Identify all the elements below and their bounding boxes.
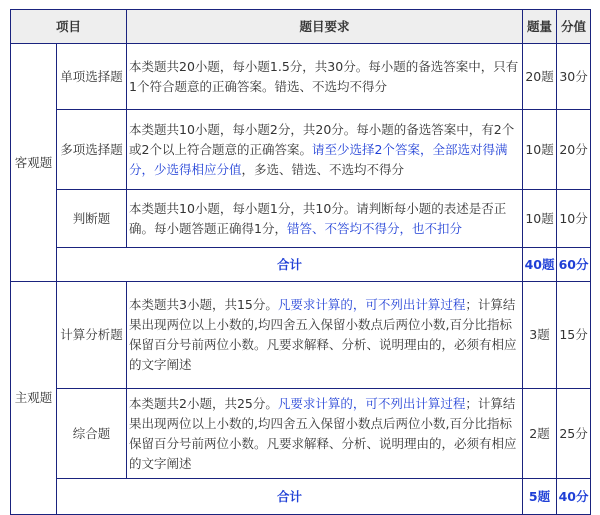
exam-structure-table-container	[10, 9, 591, 515]
requirement-text: 本类题共10小题，每小题1分，共10分。请判断每小题的表述是否正确。每小题答题正确得1分，	[129, 200, 507, 236]
header-score: 分值	[557, 10, 591, 44]
requirement-cell	[127, 389, 523, 479]
question-count: 3题	[523, 282, 557, 389]
question-type: 综合题	[57, 389, 127, 479]
requirement-highlight: 请至少选择2个答案，全部选对得满分，少选得相应分值	[129, 141, 508, 177]
question-score: 10分	[557, 190, 591, 248]
total-count: 40题	[523, 248, 557, 282]
question-type: 单项选择题	[57, 44, 127, 110]
requirement-cell	[127, 282, 523, 389]
total-count: 5题	[523, 479, 557, 515]
requirement-text: 本类题共10小题，每小题2分，共20分。每小题的备选答案中，有2个或2个以上符合题意的正确答案。	[129, 121, 515, 157]
question-count: 10题	[523, 110, 557, 190]
total-row	[11, 248, 591, 282]
requirement-cell	[127, 44, 523, 110]
requirement-highlight: 凡要求计算的，可不列出计算过程	[277, 395, 466, 411]
question-type: 计算分析题	[57, 282, 127, 389]
requirement-text: ；计算结果出现两位以上小数的,均四舍五入保留小数点后两位小数,百分比指标保留百分号前两位小数。凡要求解释、分析、说明理由的，必须有相应的文字阐述	[129, 297, 517, 372]
question-count: 2题	[523, 389, 557, 479]
question-type: 判断题	[57, 190, 127, 248]
category-objective: 客观题	[11, 44, 57, 282]
table-row	[11, 110, 591, 190]
question-score: 20分	[557, 110, 591, 190]
table-row	[11, 389, 591, 479]
total-row	[11, 479, 591, 515]
requirement-highlight: 凡要求计算的，可不列出计算过程	[277, 297, 466, 312]
total-score: 60分	[557, 248, 591, 282]
question-count: 20题	[523, 44, 557, 110]
header-item: 项目	[11, 10, 127, 44]
table-row	[11, 190, 591, 248]
category-subjective: 主观题	[11, 282, 57, 515]
requirement-text: 本类题共3小题，共15分。	[129, 297, 278, 312]
requirement-text: ，多选、错选、不选均不得分	[241, 161, 405, 177]
header-count: 题量	[523, 10, 557, 44]
exam-structure-table	[10, 9, 591, 515]
question-score: 15分	[557, 282, 591, 389]
total-score: 40分	[557, 479, 591, 515]
header-requirement: 题目要求	[127, 10, 523, 44]
question-type: 多项选择题	[57, 110, 127, 190]
table-row	[11, 44, 591, 110]
header-row	[11, 10, 591, 44]
requirement-cell	[127, 110, 523, 190]
requirement-text: 本类题共2小题，共25分。	[129, 395, 278, 411]
total-label: 合计	[57, 248, 523, 282]
total-label: 合计	[57, 479, 523, 515]
question-count: 10题	[523, 190, 557, 248]
question-score: 30分	[557, 44, 591, 110]
table-row	[11, 282, 591, 389]
requirement-cell	[127, 190, 523, 248]
requirement-highlight: 错答、不答均不得分，也不扣分	[286, 220, 462, 236]
requirement-text: ；计算结果出现两位以上小数的,均四舍五入保留小数点后两位小数,百分比指标保留百分号前两位小数。凡要求解释、分析、说明理由的，必须有相应的文字阐述	[129, 395, 517, 471]
question-score: 25分	[557, 389, 591, 479]
requirement-text: 本类题共20小题，每小题1.5分，共30分。每小题的备选答案中，只有1个符合题意的正确答案。错选、不选均不得分	[129, 58, 519, 94]
